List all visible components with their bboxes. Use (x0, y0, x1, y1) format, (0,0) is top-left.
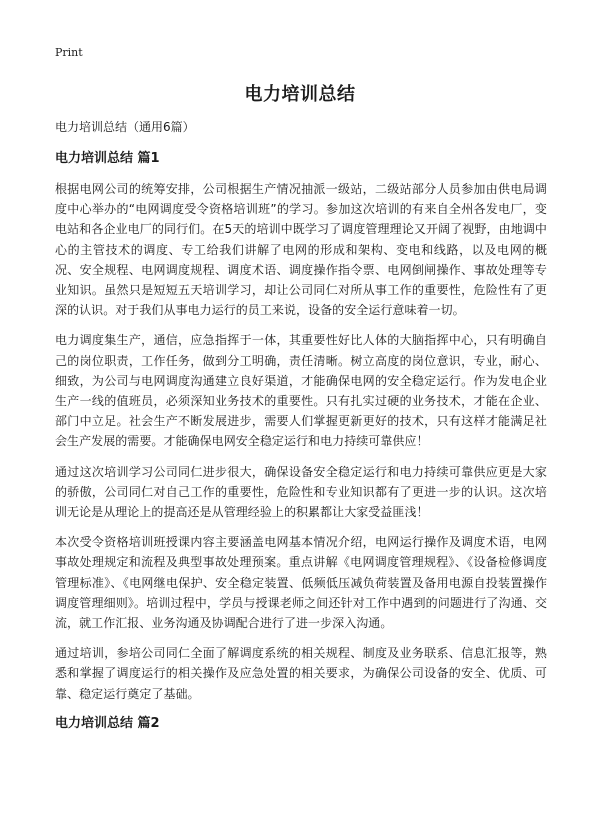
paragraph: 根据电网公司的统筹安排，公司根据生产情况抽派一级站，二级站部分人员参加由供电局调度中心举办的“电网调度受令资格培训班”的学习。参加这次培训的有来自全州各发电厂，变电站和各企业电厂的同行们。在5天的培训中既学习了调度管理理论又开阔了视野，由地调中心的主管技术的调度、专工给我们讲解了电网的形成和架构、变电和线路，以及电网的概况、安全规程、电网调度规程、调度术语、调度操作指令票、电网倒闸操作、事故处理等专业知识。虽然只是短短五天培训学习，却让公司同仁对所从事工作的重要性，危险性有了更深的认识。对于我们从事电力运行的员工来说，设备的安全运行意味着一切。 (55, 182, 547, 318)
document-subtitle: 电力培训总结（通用6篇） (55, 120, 195, 134)
paragraph: 通过这次培训学习公司同仁进步很大，确保设备安全稳定运行和电力持续可靠供应更是大家的骄傲，公司同仁对自己工作的重要性，危险性和专业知识都有了更进一步的认识。这次培训无论是从理论上的提高还是从管理经验上的积累都让大家受益匪浅！ (55, 464, 547, 520)
paragraph: 本次受令资格培训班授课内容主要涵盖电网基本情况介绍，电网运行操作及调度术语，电网事故处理规定和流程及典型事故处理预案。重点讲解《电网调度管理规程》、《设备检修调度管理标准》、《电网继电保护、安全稳定装置、低频低压减负荷装置及备用电源自投装置操作调度管理细则》。培训过程中，学员与授课老师之间还针对工作中遇到的问题进行了沟通、交流，就工作汇报、业务沟通及协调配合进行了进一步深入沟通。 (55, 535, 547, 631)
document-title: 电力培训总结 (244, 84, 356, 105)
print-label[interactable]: Print (55, 46, 83, 59)
paragraph: 通过培训，参培公司同仁全面了解调度系统的相关规程、制度及业务联系、信息汇报等，熟悉和掌握了调度运行的相关操作及应急处置的相关要求，为确保公司设备的安全、优质、可靠、稳定运行奠定了基础。 (55, 646, 547, 701)
document-body (55, 117, 547, 744)
paragraph: 电力调度集生产，通信，应急指挥于一体，其重要性好比人体的大脑指挥中心，只有明确自己的岗位职责，工作任务，做到分工明确，责任清晰。树立高度的岗位意识，专业，耐心、细致，为公司与电网调度沟通建立良好渠道，才能确保电网的安全稳定运行。作为发电企业生产一线的值班员，必须深知业务技术的重要性。只有扎实过硬的业务技术，才能在企业、部门中立足。社会生产不断发展进步，需要人们掌握更新更好的技术，只有这样才能满足社会生产发展的需要。才能确保电网安全稳定运行和电力持续可靠供应！ (55, 333, 547, 449)
section-heading-2: 电力培训总结 篇2 (55, 715, 160, 731)
section-heading-1: 电力培训总结 篇1 (55, 151, 160, 166)
